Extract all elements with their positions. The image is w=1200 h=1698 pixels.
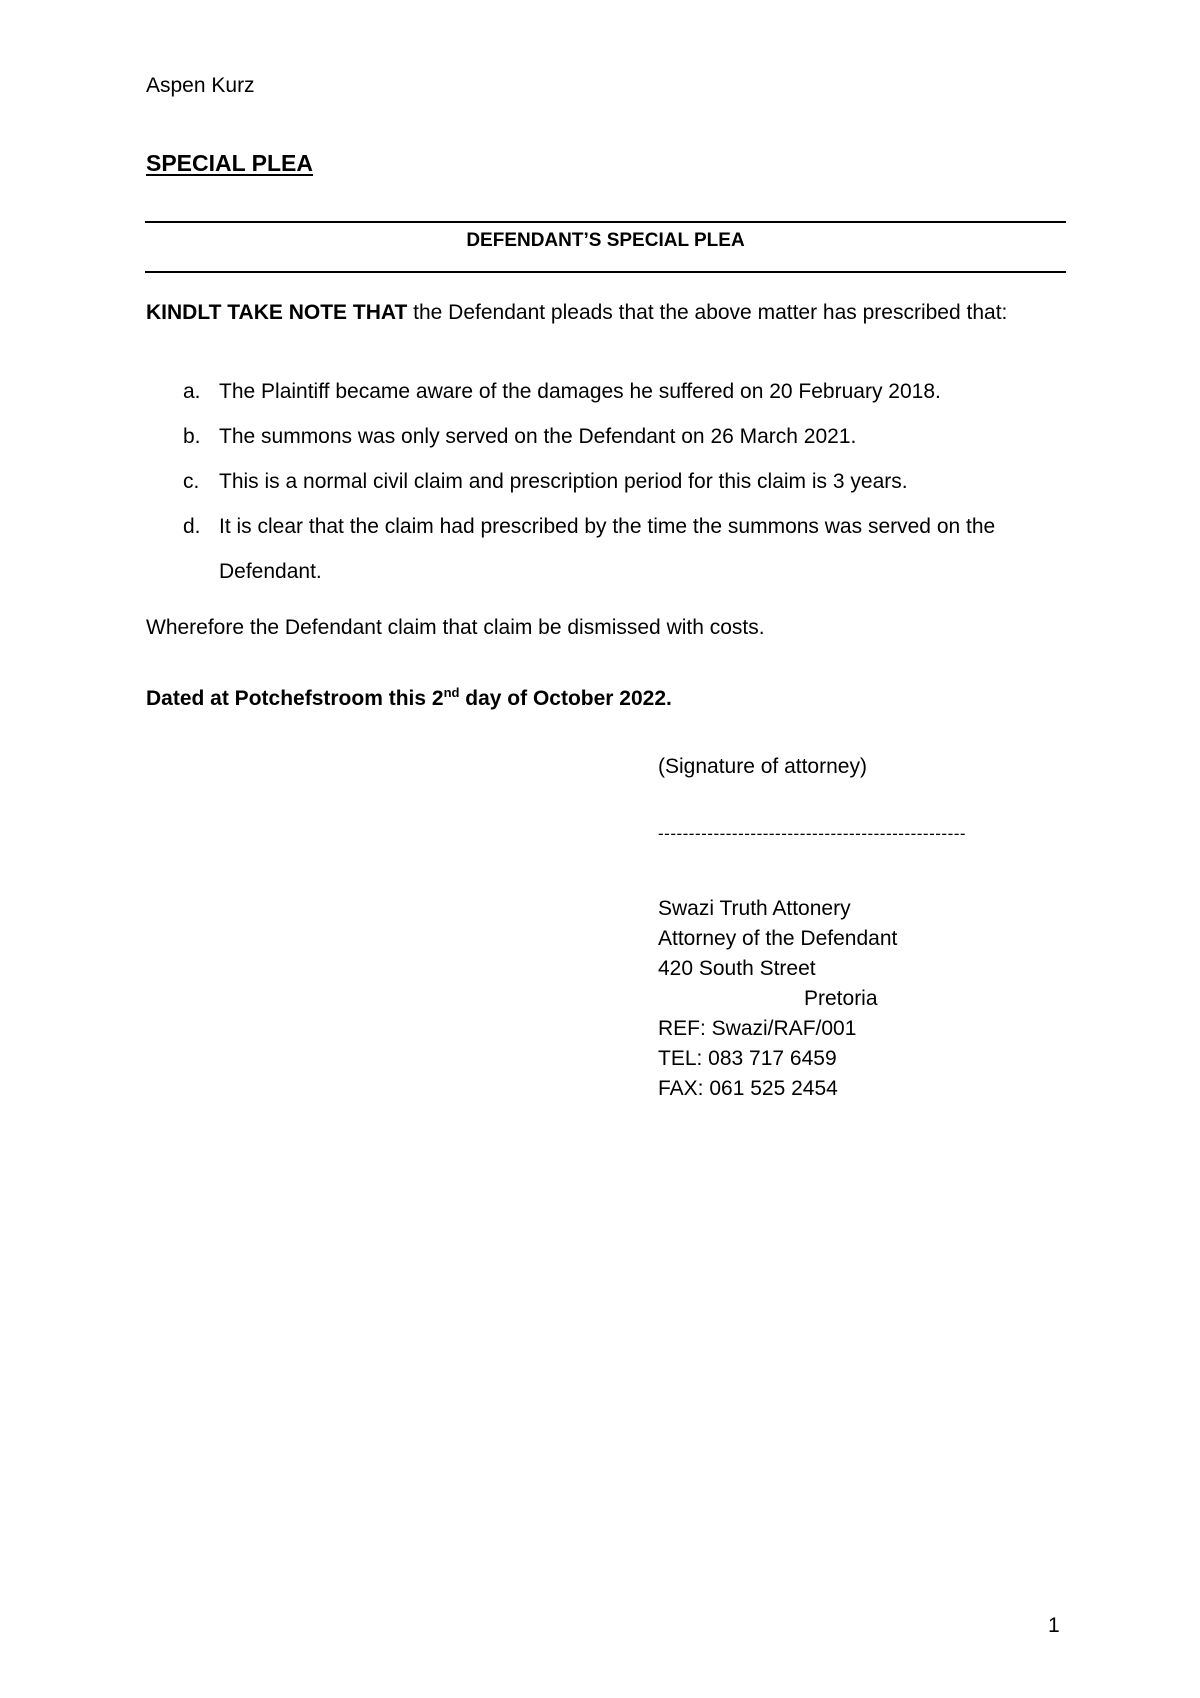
intro-bold-text: KINDLT TAKE NOTE THAT (146, 301, 408, 324)
header-author-name: Aspen Kurz (146, 74, 255, 97)
attorney-role: Attorney of the Defendant (658, 927, 898, 950)
document-title: SPECIAL PLEA (146, 150, 313, 176)
attorney-address-block (658, 894, 897, 1104)
list-item-text: This is a normal civil claim and prescription period for this claim is 3 years. (219, 470, 908, 493)
attorney-telephone: TEL: 083 717 6459 (658, 1047, 837, 1070)
dated-prefix: Dated at Potchefstroom this 2 (146, 687, 444, 710)
attorney-city: Pretoria (804, 987, 878, 1010)
wherefore-paragraph: Wherefore the Defendant claim that claim be dismissed with costs. (146, 616, 765, 639)
plea-grounds-list (146, 369, 1066, 594)
list-item-text: The Plaintiff became aware of the damages he suffered on 20 February 2018. (219, 380, 941, 403)
list-item-text: The summons was only served on the Defendant on 26 March 2021. (219, 425, 857, 448)
dated-line (146, 687, 672, 711)
heading-bottom-rule (145, 271, 1066, 273)
list-item-marker: c. (183, 470, 200, 493)
signature-line: -------------------------------------------------- (658, 824, 967, 843)
list-item-marker: b. (183, 425, 201, 448)
intro-text: the Defendant pleads that the above matter has prescribed that: (407, 301, 1008, 324)
heading-top-rule (145, 221, 1066, 223)
list-item-marker: d. (183, 515, 201, 538)
intro-paragraph (146, 301, 1007, 325)
dated-ordinal-suffix: nd (443, 685, 460, 700)
list-item (146, 369, 1066, 414)
signature-label: (Signature of attorney) (658, 755, 867, 778)
list-item-text: It is clear that the claim had prescribed by the time the summons was served on the Defendant. (219, 515, 996, 583)
list-item-marker: a. (183, 380, 201, 403)
plea-heading: DEFENDANT’S SPECIAL PLEA (466, 230, 745, 251)
attorney-firm-name: Swazi Truth Attonery (658, 897, 851, 920)
attorney-reference: REF: Swazi/RAF/001 (658, 1017, 857, 1040)
list-item (146, 414, 1066, 459)
page-number: 1 (1048, 1614, 1060, 1637)
attorney-street: 420 South Street (658, 957, 816, 980)
dated-suffix: day of October 2022. (459, 687, 672, 710)
list-item (146, 504, 1066, 594)
attorney-fax: FAX: 061 525 2454 (658, 1077, 838, 1100)
list-item (146, 459, 1066, 504)
